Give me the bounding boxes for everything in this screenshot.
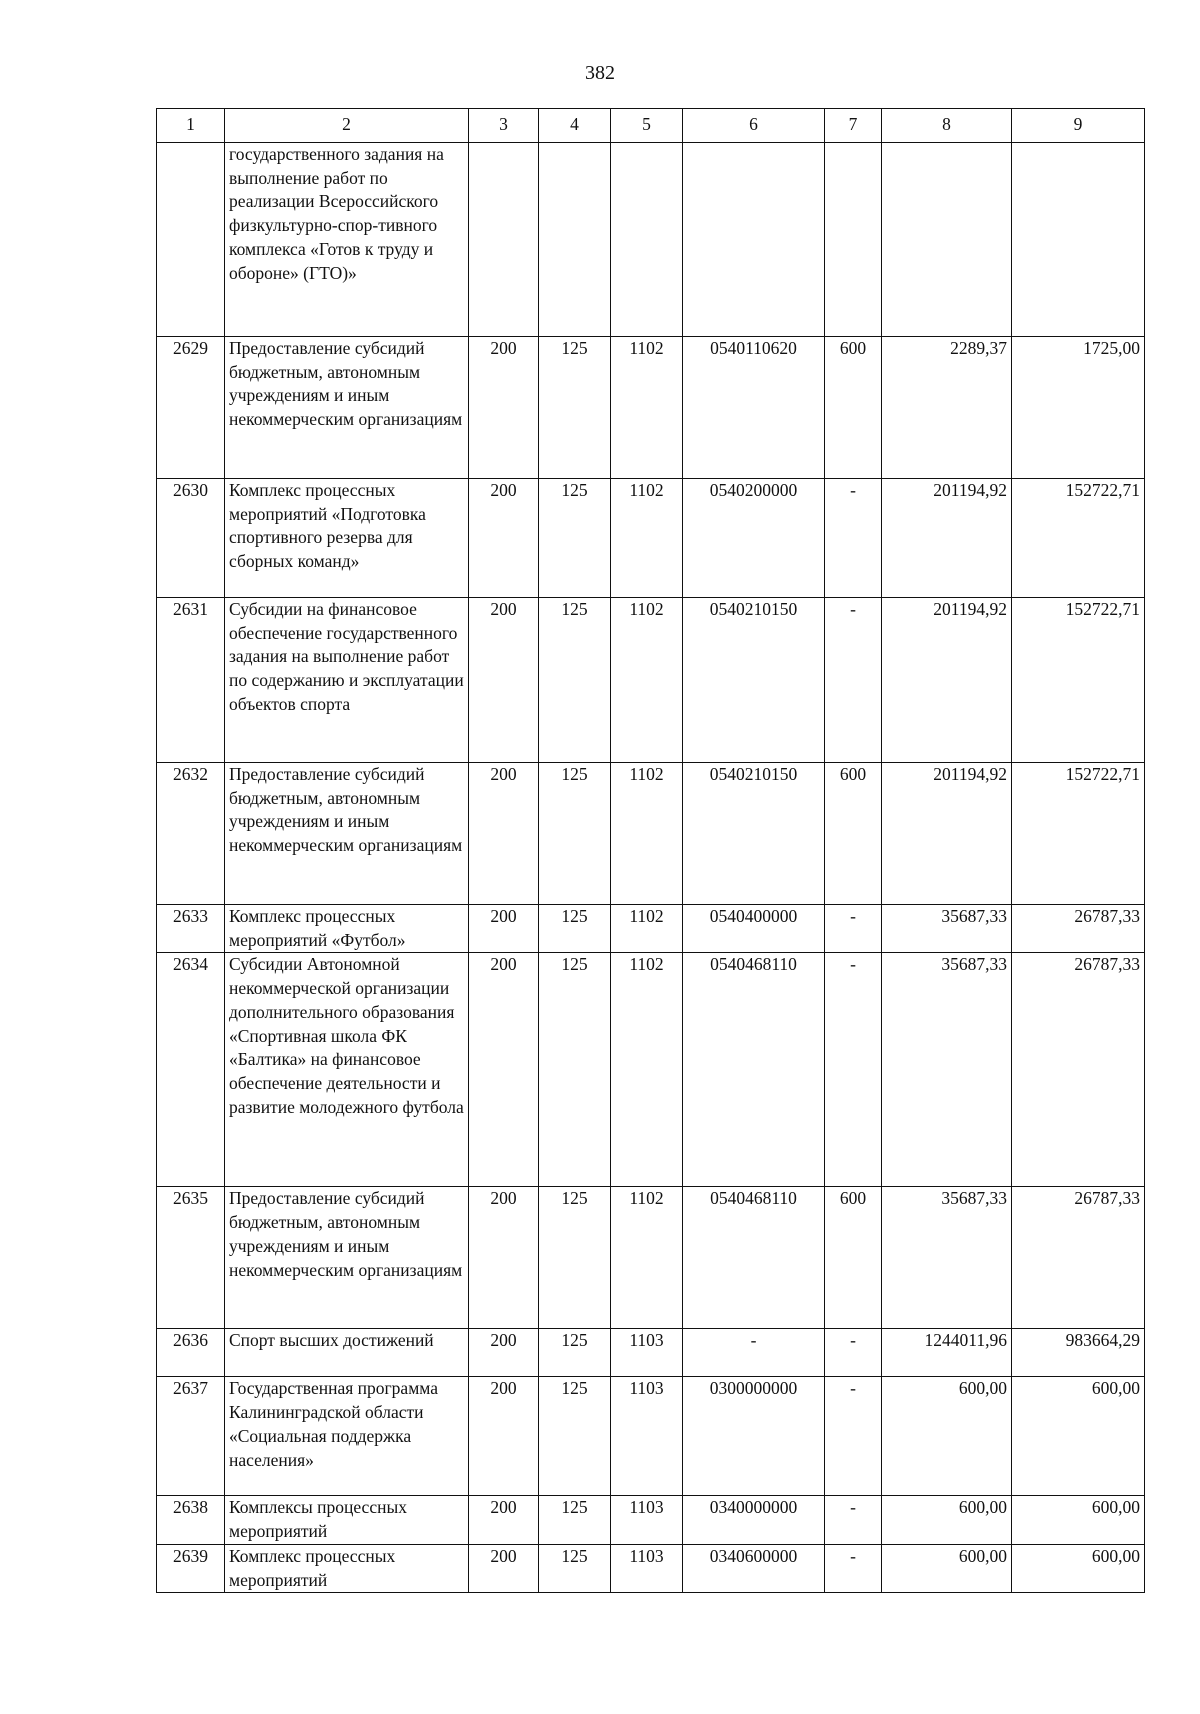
col-name: государственного задания на выполнение работ по реализации Всероссийского физкультурно-спор-тивного комплекса «Готов к труду и обороне» (ГТО)» [225,143,469,337]
col-amt2: 1725,00 [1012,337,1145,479]
col-4: 125 [539,1329,611,1377]
col-5: 1102 [611,337,683,479]
col-num: 2630 [157,479,225,598]
col-amt2: 600,00 [1012,1544,1145,1592]
column-header: 1 [157,109,225,143]
col-3: 200 [469,598,539,763]
col-num: 2633 [157,905,225,953]
table-row [157,479,1145,598]
col-amt1: 201194,92 [882,763,1012,905]
col-amt2: 26787,33 [1012,905,1145,953]
page-number: 382 [585,62,615,84]
col-5: 1103 [611,1496,683,1544]
col-amt2: 26787,33 [1012,1187,1145,1329]
col-amt1: 2289,37 [882,337,1012,479]
col-5 [611,143,683,337]
col-3: 200 [469,763,539,905]
header-row [157,109,1145,143]
col-5: 1103 [611,1377,683,1496]
table-row [157,1544,1145,1592]
col-amt2: 152722,71 [1012,598,1145,763]
col-3: 200 [469,1329,539,1377]
table-row [157,1329,1145,1377]
col-3: 200 [469,905,539,953]
column-header: 5 [611,109,683,143]
budget-table [156,108,1145,1593]
column-header: 3 [469,109,539,143]
col-num: 2632 [157,763,225,905]
col-6: 0540468110 [683,1187,825,1329]
col-name: Комплекс процессных мероприятий [225,1544,469,1592]
col-amt1: 600,00 [882,1377,1012,1496]
col-amt1: 600,00 [882,1496,1012,1544]
col-7 [825,143,882,337]
column-header: 6 [683,109,825,143]
col-3: 200 [469,1377,539,1496]
col-7: - [825,1377,882,1496]
col-amt2: 152722,71 [1012,479,1145,598]
col-amt2: 600,00 [1012,1377,1145,1496]
col-5: 1102 [611,763,683,905]
col-3: 200 [469,953,539,1187]
col-num: 2635 [157,1187,225,1329]
col-name: Предоставление субсидий бюджетным, автономным учреждениям и иным некоммерческим организациям [225,1187,469,1329]
col-4: 125 [539,1496,611,1544]
column-header: 2 [225,109,469,143]
col-6: 0340600000 [683,1544,825,1592]
col-6: 0540110620 [683,337,825,479]
col-7: - [825,1329,882,1377]
col-amt1: 35687,33 [882,953,1012,1187]
col-amt1: 600,00 [882,1544,1012,1592]
col-6: 0540210150 [683,763,825,905]
col-name: Предоставление субсидий бюджетным, автономным учреждениям и иным некоммерческим организациям [225,337,469,479]
col-3: 200 [469,479,539,598]
table-row [157,953,1145,1187]
table-row [157,1496,1145,1544]
column-header: 7 [825,109,882,143]
col-num [157,143,225,337]
col-3: 200 [469,1496,539,1544]
col-3 [469,143,539,337]
col-name: Комплекс процессных мероприятий «Футбол» [225,905,469,953]
col-7: - [825,905,882,953]
col-4: 125 [539,1377,611,1496]
col-7: - [825,1544,882,1592]
col-4: 125 [539,479,611,598]
col-num: 2639 [157,1544,225,1592]
col-4: 125 [539,337,611,479]
col-amt1: 201194,92 [882,479,1012,598]
col-amt1: 35687,33 [882,1187,1012,1329]
col-6: 0540468110 [683,953,825,1187]
col-7: 600 [825,1187,882,1329]
col-6: - [683,1329,825,1377]
col-4: 125 [539,1544,611,1592]
col-amt2: 152722,71 [1012,763,1145,905]
col-num: 2629 [157,337,225,479]
col-amt2 [1012,143,1145,337]
col-5: 1103 [611,1329,683,1377]
col-name: Государственная программа Калининградской области «Социальная поддержка населения» [225,1377,469,1496]
col-amt1: 1244011,96 [882,1329,1012,1377]
col-4: 125 [539,598,611,763]
col-4: 125 [539,1187,611,1329]
col-4: 125 [539,905,611,953]
col-name: Предоставление субсидий бюджетным, автономным учреждениям и иным некоммерческим организациям [225,763,469,905]
col-7: - [825,953,882,1187]
col-amt1: 201194,92 [882,598,1012,763]
col-5: 1102 [611,479,683,598]
col-amt2: 983664,29 [1012,1329,1145,1377]
col-6: 0340000000 [683,1496,825,1544]
col-7: 600 [825,763,882,905]
table-row [157,337,1145,479]
col-num: 2631 [157,598,225,763]
col-num: 2636 [157,1329,225,1377]
col-num: 2638 [157,1496,225,1544]
col-5: 1102 [611,1187,683,1329]
table-row [157,905,1145,953]
col-7: - [825,479,882,598]
col-6: 0300000000 [683,1377,825,1496]
col-amt2: 26787,33 [1012,953,1145,1187]
column-header: 4 [539,109,611,143]
col-4: 125 [539,953,611,1187]
col-amt1: 35687,33 [882,905,1012,953]
table-row [157,1377,1145,1496]
col-amt1 [882,143,1012,337]
col-6: 0540210150 [683,598,825,763]
col-name: Комплексы процессных мероприятий [225,1496,469,1544]
col-3: 200 [469,1187,539,1329]
table-row [157,763,1145,905]
col-3: 200 [469,337,539,479]
col-6: 0540400000 [683,905,825,953]
col-6: 0540200000 [683,479,825,598]
col-name: Спорт высших достижений [225,1329,469,1377]
col-5: 1102 [611,598,683,763]
col-7: - [825,1496,882,1544]
col-7: - [825,598,882,763]
col-5: 1102 [611,953,683,1187]
col-3: 200 [469,1544,539,1592]
col-7: 600 [825,337,882,479]
col-num: 2634 [157,953,225,1187]
table-row [157,598,1145,763]
col-6 [683,143,825,337]
col-5: 1102 [611,905,683,953]
table-row [157,1187,1145,1329]
col-name: Комплекс процессных мероприятий «Подготовка спортивного резерва для сборных команд» [225,479,469,598]
col-amt2: 600,00 [1012,1496,1145,1544]
column-header: 9 [1012,109,1145,143]
column-header: 8 [882,109,1012,143]
col-4: 125 [539,763,611,905]
col-num: 2637 [157,1377,225,1496]
col-name: Субсидии Автономной некоммерческой организации дополнительного образования «Спортивная школа ФК «Балтика» на финансовое обеспечение деятельности и развитие молодежного футбола [225,953,469,1187]
table-row [157,143,1145,337]
col-4 [539,143,611,337]
col-5: 1103 [611,1544,683,1592]
col-name: Субсидии на финансовое обеспечение государственного задания на выполнение работ по содержанию и эксплуатации объектов спорта [225,598,469,763]
